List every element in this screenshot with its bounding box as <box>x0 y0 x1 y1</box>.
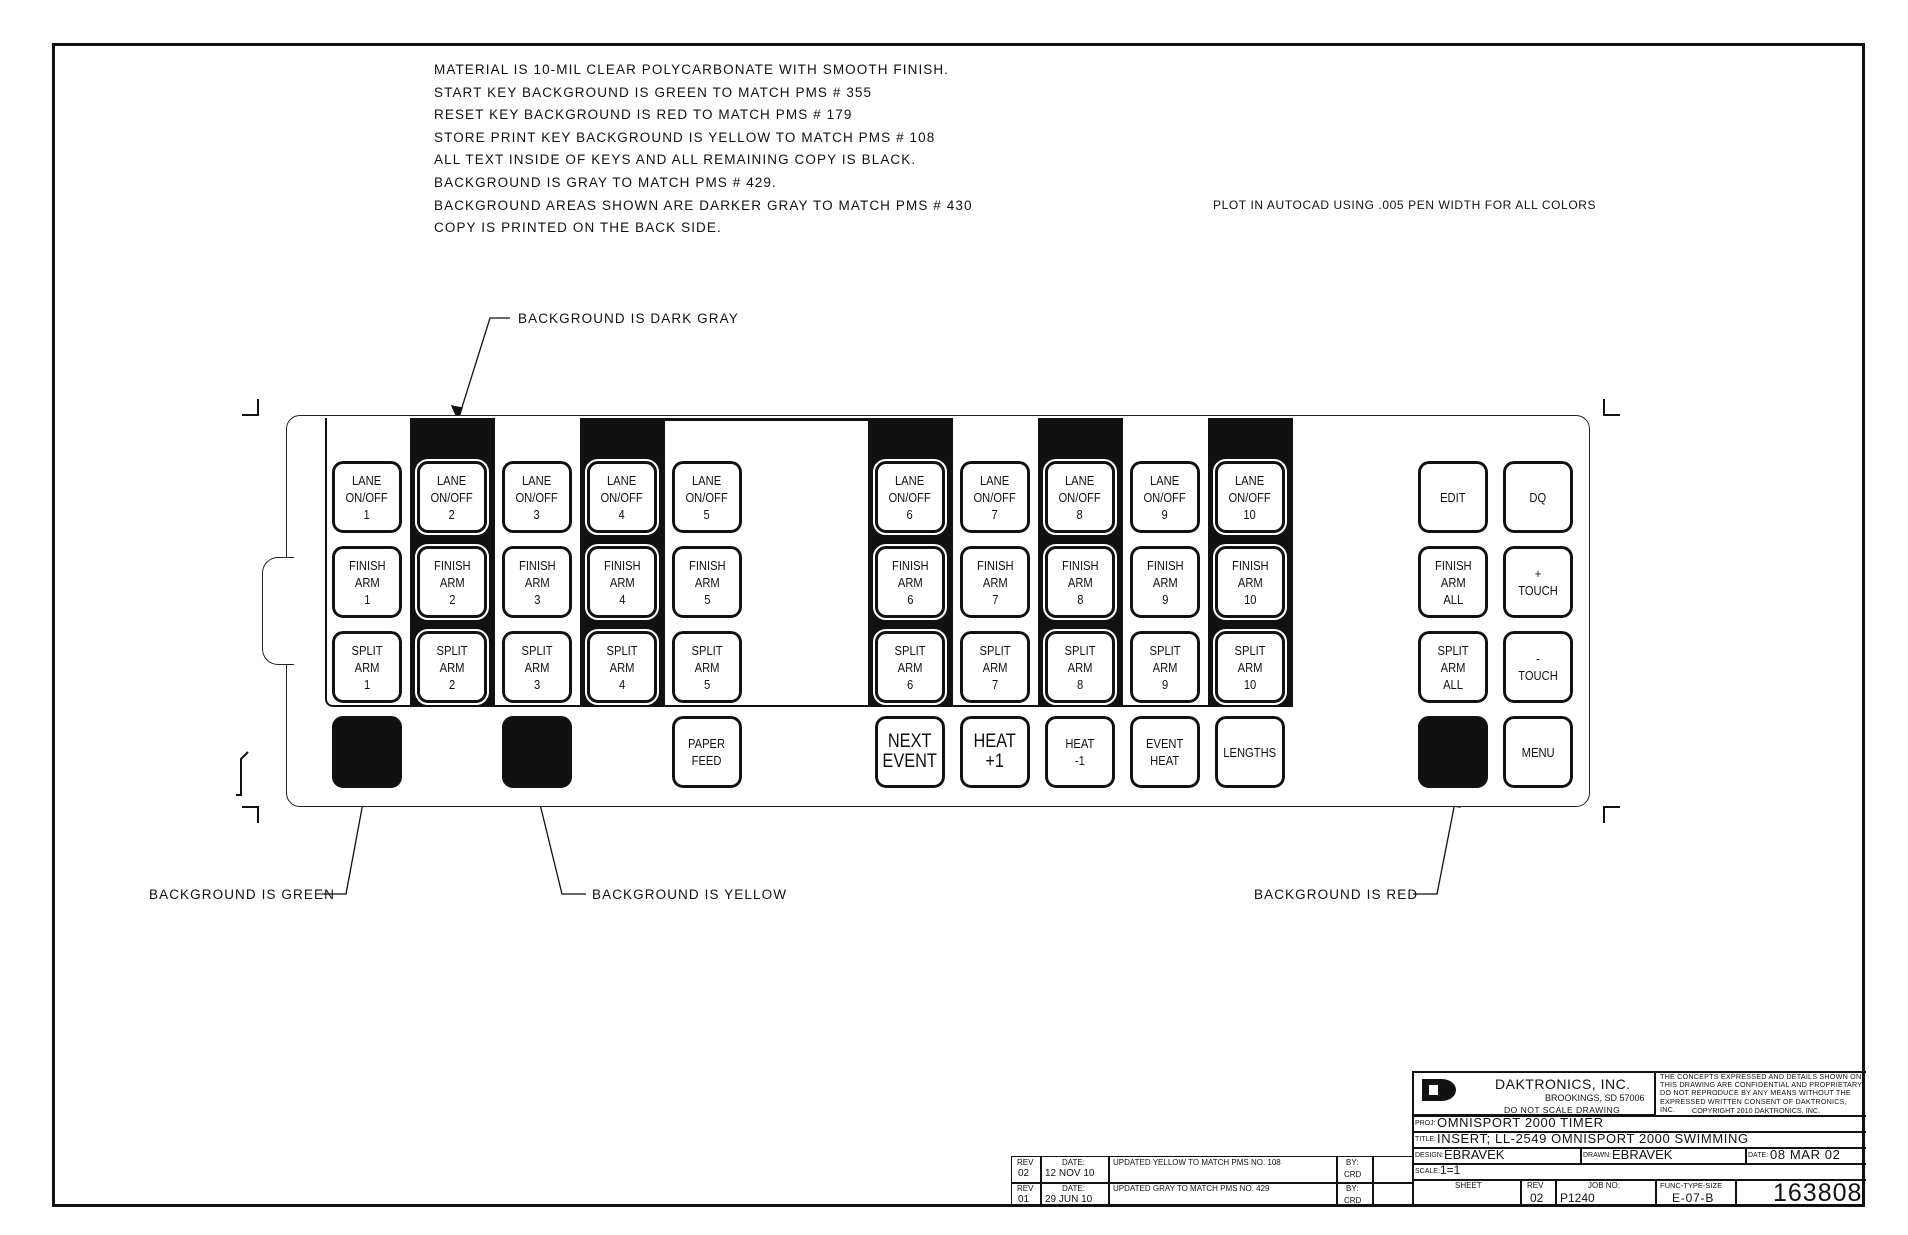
finish-arm-all-key[interactable]: FINISH ARM ALL <box>1418 546 1488 618</box>
rev-row-by: CRD <box>1344 1170 1362 1179</box>
note-line: MATERIAL IS 10-MIL CLEAR POLYCARBONATE WITH SMOOTH FINISH. <box>434 62 950 77</box>
rev-row-description: UPDATED YELLOW TO MATCH PMS NO. 108 <box>1113 1158 1281 1167</box>
sheet-label: SHEET <box>1455 1181 1482 1190</box>
copyright: COPYRIGHT 2010 DAKTRONICS, INC. <box>1692 1106 1821 1115</box>
rev-row-date: 12 NOV 10 <box>1045 1168 1095 1179</box>
project-name: OMNISPORT 2000 TIMER <box>1437 1115 1604 1130</box>
job-number: P1240 <box>1560 1191 1595 1205</box>
reset-key[interactable] <box>1418 716 1488 788</box>
heat-minus-key[interactable]: HEAT -1 <box>1045 716 1115 788</box>
daktronics-logo <box>1420 1076 1464 1104</box>
lane-on-off-10-key[interactable]: LANE ON/OFF 10 <box>1215 461 1285 533</box>
crop-mark-bl <box>242 807 258 823</box>
dq-key[interactable]: DQ <box>1503 461 1573 533</box>
split-arm-5-key[interactable]: SPLIT ARM 5 <box>672 631 742 703</box>
no-scale-note: DO NOT SCALE DRAWING <box>1504 1105 1621 1115</box>
split-arm-3-key[interactable]: SPLIT ARM 3 <box>502 631 572 703</box>
drawn-label: DRAWN: <box>1583 1152 1612 1159</box>
finish-arm-9-key[interactable]: FINISH ARM 9 <box>1130 546 1200 618</box>
crop-mark-br <box>1604 807 1620 823</box>
company-city: BROOKINGS, SD 57006 <box>1545 1093 1645 1103</box>
rev-row-description: UPDATED GRAY TO MATCH PMS NO. 429 <box>1113 1184 1270 1193</box>
plot-note: PLOT IN AUTOCAD USING .005 PEN WIDTH FOR ALL COLORS <box>1213 198 1597 212</box>
split-arm-10-key[interactable]: SPLIT ARM 10 <box>1215 631 1285 703</box>
edit-key[interactable]: EDIT <box>1418 461 1488 533</box>
date-label: DATE: <box>1748 1152 1769 1159</box>
next-event-key[interactable]: NEXT EVENT <box>875 716 945 788</box>
rev-row-number: 02 <box>1018 1168 1030 1179</box>
touch-plus-key[interactable]: + TOUCH <box>1503 546 1573 618</box>
paper-feed-key[interactable]: PAPER FEED <box>672 716 742 788</box>
lane-on-off-6-key[interactable]: LANE ON/OFF 6 <box>875 461 945 533</box>
leader-yellow <box>537 792 586 894</box>
lengths-key[interactable]: LENGTHS <box>1215 716 1285 788</box>
note-line: STORE PRINT KEY BACKGROUND IS YELLOW TO MATCH PMS # 108 <box>434 129 936 145</box>
leader-dark-gray <box>458 318 510 420</box>
drafter: EBRAVEK <box>1612 1147 1673 1162</box>
title-label: TITLE: <box>1415 1136 1437 1143</box>
split-arm-9-key[interactable]: SPLIT ARM 9 <box>1130 631 1200 703</box>
rev-label: REV <box>1527 1181 1544 1190</box>
crop-mark-tr <box>1604 399 1620 415</box>
note-line: COPY IS PRINTED ON THE BACK SIDE. <box>434 220 722 236</box>
split-arm-4-key[interactable]: SPLIT ARM 4 <box>587 631 657 703</box>
callout-red: BACKGROUND IS RED <box>1254 887 1419 902</box>
split-arm-6-key[interactable]: SPLIT ARM 6 <box>875 631 945 703</box>
callout-yellow: BACKGROUND IS YELLOW <box>592 887 788 902</box>
drawing-title: INSERT; LL-2549 OMNISPORT 2000 SWIMMING <box>1437 1131 1749 1146</box>
designer: EBRAVEK <box>1444 1147 1505 1162</box>
rev-row-date-label: DATE: <box>1062 1184 1085 1193</box>
lane-on-off-5-key[interactable]: LANE ON/OFF 5 <box>672 461 742 533</box>
finish-arm-7-key[interactable]: FINISH ARM 7 <box>960 546 1030 618</box>
store-print-key[interactable] <box>502 716 572 788</box>
rev-row-by: CRD <box>1344 1196 1362 1205</box>
drawing-number: 163808 <box>1773 1179 1863 1207</box>
job-label: JOB NO: <box>1588 1181 1621 1190</box>
func-type-size: E-07-B <box>1672 1191 1715 1205</box>
split-arm-all-key[interactable]: SPLIT ARM ALL <box>1418 631 1488 703</box>
menu-key[interactable]: MENU <box>1503 716 1573 788</box>
note-line: BACKGROUND AREAS SHOWN ARE DARKER GRAY TO MATCH PMS # 430 <box>434 197 973 213</box>
rev-row-label: REV <box>1017 1158 1034 1167</box>
drawing-date: 08 MAR 02 <box>1770 1147 1841 1162</box>
split-arm-8-key[interactable]: SPLIT ARM 8 <box>1045 631 1115 703</box>
leader-green <box>322 792 365 894</box>
finish-arm-3-key[interactable]: FINISH ARM 3 <box>502 546 572 618</box>
rev-row-label: REV <box>1017 1184 1034 1193</box>
event-heat-key[interactable]: EVENT HEAT <box>1130 716 1200 788</box>
proj-label: PROJ: <box>1415 1120 1436 1127</box>
note-line: ALL TEXT INSIDE OF KEYS AND ALL REMAINING COPY IS BLACK. <box>434 152 917 168</box>
finish-arm-5-key[interactable]: FINISH ARM 5 <box>672 546 742 618</box>
split-arm-7-key[interactable]: SPLIT ARM 7 <box>960 631 1030 703</box>
rev-row-date-label: DATE: <box>1062 1158 1085 1167</box>
finish-arm-1-key[interactable]: FINISH ARM 1 <box>332 546 402 618</box>
rev-row-by-label: BY: <box>1346 1184 1359 1193</box>
design-label: DESIGN: <box>1415 1152 1444 1159</box>
lane-on-off-8-key[interactable]: LANE ON/OFF 8 <box>1045 461 1115 533</box>
lane-on-off-4-key[interactable]: LANE ON/OFF 4 <box>587 461 657 533</box>
start-key[interactable] <box>332 716 402 788</box>
finish-arm-2-key[interactable]: FINISH ARM 2 <box>417 546 487 618</box>
lane-on-off-1-key[interactable]: LANE ON/OFF 1 <box>332 461 402 533</box>
lane-on-off-7-key[interactable]: LANE ON/OFF 7 <box>960 461 1030 533</box>
finish-arm-6-key[interactable]: FINISH ARM 6 <box>875 546 945 618</box>
callout-green: BACKGROUND IS GREEN <box>149 887 335 902</box>
split-arm-1-key[interactable]: SPLIT ARM 1 <box>332 631 402 703</box>
touch-minus-key[interactable]: - TOUCH <box>1503 631 1573 703</box>
finish-arm-10-key[interactable]: FINISH ARM 10 <box>1215 546 1285 618</box>
crop-mark-tl <box>242 399 258 415</box>
note-line: RESET KEY BACKGROUND IS RED TO MATCH PMS # 179 <box>434 107 853 123</box>
func-label: FUNC-TYPE-SIZE <box>1660 1181 1723 1190</box>
rev-row-number: 01 <box>1018 1194 1030 1205</box>
rev-value: 02 <box>1530 1191 1544 1205</box>
lane-on-off-9-key[interactable]: LANE ON/OFF 9 <box>1130 461 1200 533</box>
finish-arm-4-key[interactable]: FINISH ARM 4 <box>587 546 657 618</box>
note-line: BACKGROUND IS GRAY TO MATCH PMS # 429. <box>434 174 777 190</box>
rev-row-by-label: BY: <box>1346 1158 1359 1167</box>
note-line: START KEY BACKGROUND IS GREEN TO MATCH PMS # 355 <box>434 84 873 100</box>
leader-red <box>1413 792 1457 894</box>
split-arm-2-key[interactable]: SPLIT ARM 2 <box>417 631 487 703</box>
lane-on-off-3-key[interactable]: LANE ON/OFF 3 <box>502 461 572 533</box>
scale-value: 1=1 <box>1440 1163 1461 1177</box>
scale-label: SCALE: <box>1415 1168 1440 1175</box>
confidential-notice: THE CONCEPTS EXPRESSED AND DETAILS SHOWN ON THIS DRAWING ARE CONFIDENTIAL AND PROPRIETARY. DO NOT REPRODUCE BY ANY MEANS WITHOUT THE EXPRESSED WRITTEN CONSENT OF DAKTRONICS, INC. <box>1660 1072 1864 1114</box>
company-name: DAKTRONICS, INC. <box>1495 1076 1631 1092</box>
lane-on-off-2-key[interactable]: LANE ON/OFF 2 <box>417 461 487 533</box>
rev-row-date: 29 JUN 10 <box>1045 1194 1093 1205</box>
callout-dark-gray: BACKGROUND IS DARK GRAY <box>518 311 739 326</box>
finish-arm-8-key[interactable]: FINISH ARM 8 <box>1045 546 1115 618</box>
heat-plus-key[interactable]: HEAT +1 <box>960 716 1030 788</box>
